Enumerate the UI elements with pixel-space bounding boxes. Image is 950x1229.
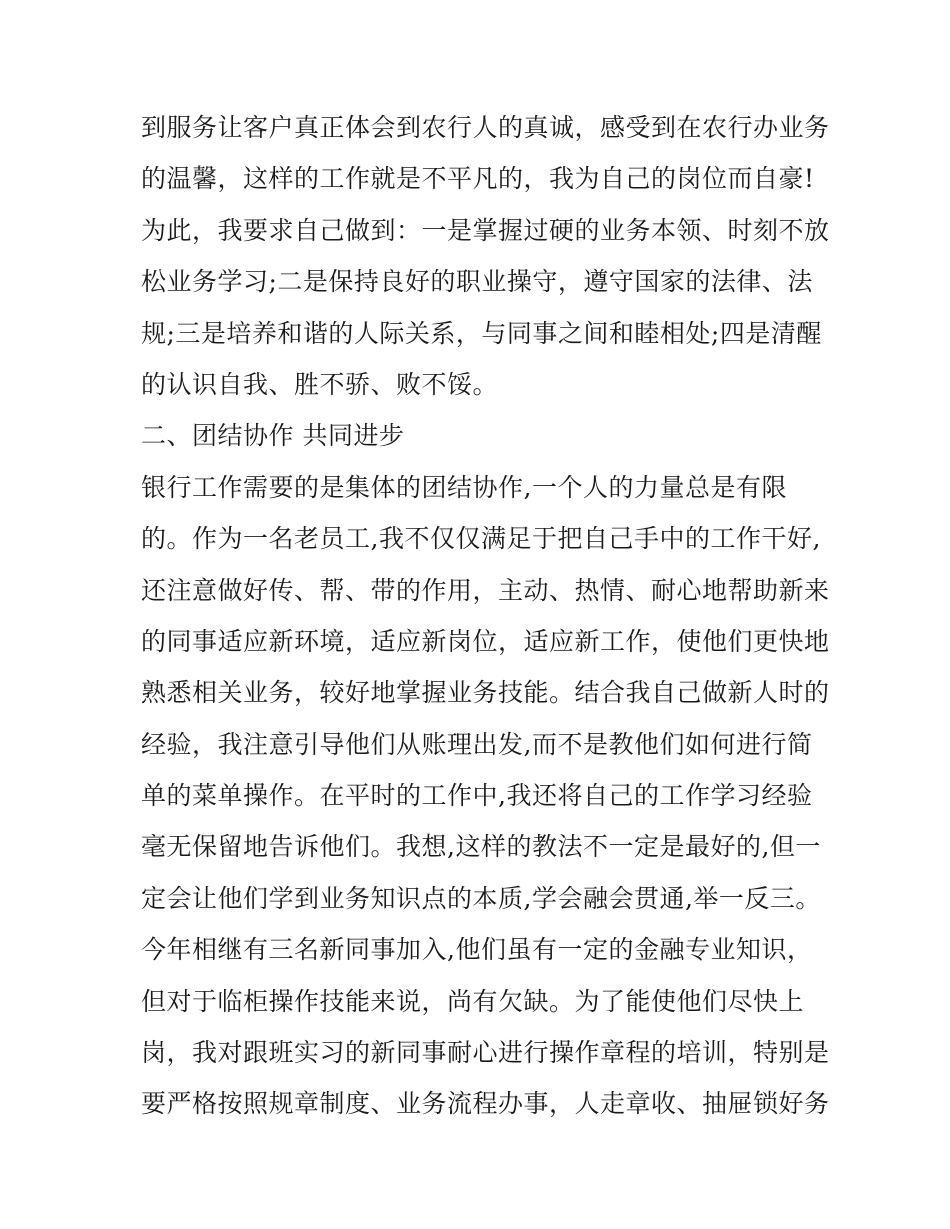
text-line-15: 毫无保留地告诉他们。我想,这样的教法不一定是最好的,但一 (141, 832, 821, 862)
text-line-10: 还注意做好传、帮、带的作用，主动、热情、耐心地帮助新来 (141, 575, 830, 605)
text-line-16: 定会让他们学到业务知识点的本质,学会融会贯通,举一反三。 (141, 883, 821, 913)
document-body (141, 102, 830, 1130)
text-line-1: 到服务让客户真正体会到农行人的真诚，感受到在农行办业务 (141, 113, 830, 142)
text-line-14: 单的菜单操作。在平时的工作中,我还将自己的工作学习经验 (141, 781, 813, 811)
text-line-13: 经验，我注意引导他们从账理出发,而不是教他们如何进行简 (141, 729, 813, 759)
text-line-20: 要严格按照规章制度、业务流程办事，人走章收、抽屉锁好务 (141, 1089, 830, 1119)
section-heading: 二、团结协作 共同进步 (141, 421, 405, 451)
text-line-17: 今年相继有三名新同事加入,他们虽有一定的金融专业知识， (141, 935, 813, 965)
text-line-19: 岗，我对跟班实习的新同事耐心进行操作章程的培训，特别是 (141, 1038, 830, 1068)
text-line-12: 熟悉相关业务，较好地掌握业务技能。结合我自己做新人时的 (141, 678, 830, 708)
text-line-6: 的认识自我、胜不骄、败不馁。 (141, 369, 499, 399)
text-line-11: 的同事适应新环境，适应新岗位，适应新工作，使他们更快地 (141, 626, 830, 656)
text-line-2: 的温馨，这样的工作就是不平凡的，我为自己的岗位而自豪! (141, 164, 815, 194)
text-line-5: 规;三是培养和谐的人际关系，与同事之间和睦相处;四是清醒 (141, 318, 822, 348)
text-line-4: 松业务学习;二是保持良好的职业操守，遵守国家的法律、法 (141, 267, 813, 297)
text-line-18: 但对于临柜操作技能来说，尚有欠缺。为了能使他们尽快上 (141, 986, 805, 1016)
text-line-3: 为此，我要求自己做到：一是掌握过硬的业务本领、时刻不放 (141, 215, 830, 245)
text-line-8: 银行工作需要的是集体的团结协作,一个人的力量总是有限 (141, 472, 787, 502)
text-line-9: 的。作为一名老员工,我不仅仅满足于把自己手中的工作干好, (141, 524, 821, 554)
